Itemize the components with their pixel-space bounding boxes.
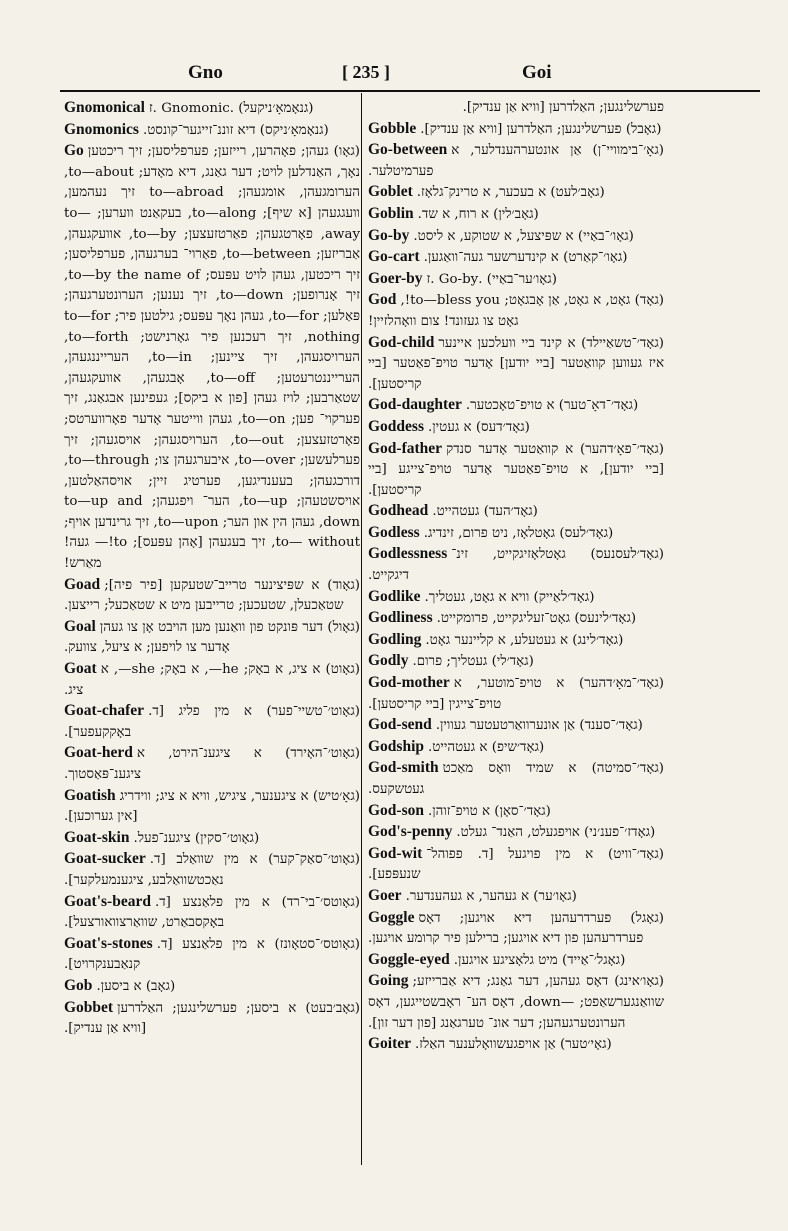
dictionary-entry [64, 849, 360, 891]
header-first-word: Gno [188, 62, 223, 83]
entry-definition: (גאָד׳־סענד) אַן אונערוואַרטעטער געווין. [435, 718, 643, 734]
entry-definition: (גאָד׳־סאָן) א טויפ־זוהן. [428, 803, 551, 819]
dictionary-entry [368, 737, 664, 759]
dictionary-entry [368, 204, 664, 226]
entry-definition: (גאָב׳לין) א רוח, א שד. [417, 206, 539, 222]
entry-definition: (גנאָמאָ׳ניקעל) .Gnomonic .ז [148, 101, 314, 116]
entry-definition: (גאָד׳־דאָ־טער) א טויפ־טאָכטער. [465, 398, 639, 414]
header-rule [60, 90, 760, 92]
dictionary-entry [368, 98, 664, 119]
entry-definition: (גאָו׳־קאַרט) א קינדערשער געה־וואַגען. [423, 250, 628, 266]
dictionary-entry [64, 786, 360, 828]
dictionary-entry [368, 844, 664, 886]
entry-definition: (גאָד׳־מאָ׳דהער) א טויפ־מוטער, א טויפ־צייגין [ביי קריסטען]. [368, 676, 664, 712]
entry-definition: (גאָוט׳־סקין) ציגענ־פעל. [133, 830, 260, 846]
entry-headword: God's-penny [368, 823, 453, 841]
entry-headword: Go-between [368, 141, 448, 159]
dictionary-entry [64, 575, 360, 617]
entry-headword: Goal [64, 617, 96, 635]
entry-headword: Goat [64, 660, 97, 678]
dictionary-entry [368, 630, 664, 652]
entry-headword: Gob [64, 976, 93, 994]
entry-definition: (גאָוטס׳־בי־רד) א מין פלאַנצע [ד. באָקסבאַרט, שוואַרצוואורצעל]. [64, 894, 360, 931]
entry-definition: (גאָד׳העד) געטהייט. [432, 504, 538, 520]
dictionary-entry [64, 98, 360, 120]
entry-headword: God-wit [368, 844, 423, 862]
entry-definition: (גאָב׳בעט) א ביסען; פערשלינגען; האַלדרען [וויא אַן ענדיק]. [64, 1000, 360, 1037]
dictionary-entry [368, 140, 664, 182]
dictionary-entry [368, 587, 664, 609]
entry-definition: (גאָד) גאָט, א גאָט, אַן אָבגאָט; to—bless you!, גאָט צו געזונד! צום וואָהלזיין! [368, 293, 664, 329]
dictionary-entry [64, 828, 360, 850]
entry-headword: Goblet [368, 183, 413, 201]
column-divider [361, 93, 362, 1165]
dictionary-entry [368, 886, 664, 908]
entry-headword: Godly [368, 652, 409, 670]
entry-headword: Godliness [368, 609, 433, 627]
entry-definition: (גאָב׳לעט) א בעכער, א טרינק־גלאָז. [416, 185, 605, 201]
entry-definition: (גאָו׳ער) א געהער, א געהענדער. [405, 888, 577, 904]
entry-definition: (גאָד׳לאַייק) וויא א גאָט, געטליך. [424, 589, 595, 605]
entry-headword: Goddess [368, 417, 424, 435]
dictionary-entry [368, 971, 664, 1034]
dictionary-entry [64, 998, 360, 1040]
dictionary-entry [368, 119, 664, 141]
entry-definition: פערשלינגען; האַלדרען [וויא אַן ענדיק]. [462, 100, 664, 115]
entry-headword: Goat-chafer [64, 702, 145, 720]
entry-headword: Go-by [368, 226, 410, 244]
entry-definition: (גאָדז׳־פענ׳ני) אויפגעלט, האַנד־ געלט. [456, 825, 656, 841]
dictionary-entry [368, 247, 664, 269]
entry-definition: (גאָוט׳־טשיי־פער) א מין פליג [ד. באָקקעפער]. [64, 704, 360, 740]
right-column [368, 98, 664, 1168]
left-column [64, 98, 360, 1168]
entry-definition: (גאָד׳־וויט) א מין פויגעל [ד. פפוהל־ שנעפּפע]. [368, 846, 664, 883]
dictionary-entry [368, 182, 664, 204]
entry-definition: (גאָבל) פערשלינגען; האַלדרען [וויא אַן ענדיק]. [420, 121, 662, 137]
page-header [60, 62, 760, 88]
entry-headword: Goat-herd [64, 744, 133, 762]
dictionary-entry [368, 673, 664, 715]
entry-headword: Godlessness [368, 545, 448, 563]
dictionary-entry [368, 501, 664, 523]
entry-definition: (גאָול) דער פּונקט פון וואַנען מען הויבט אָן צו געהן אָדער צו לויפען; א ציעל, צוועק. [64, 619, 360, 656]
page-number: [ 235 ] [342, 62, 390, 82]
entry-definition: (גאָו׳־באַיי) א שפּיצעל, א שטוקע, א ליסט. [413, 228, 634, 244]
entry-headword: Goer-by [368, 269, 423, 287]
entry-definition: (גאָד׳לינעס) גאָט־זעליגקייט, פרומקייט. [436, 611, 637, 627]
entry-definition: (גאָ׳טיש) א ציגענער, ציגיש, וויא א ציג; ווידריג [אין גערוכען]. [64, 788, 360, 825]
entry-headword: Goat-skin [64, 828, 130, 846]
entry-definition: (גאָד׳־טשאַיילד) א קינד ביי וועלכען איינער איז געווען קוואַטער [ביי יודען] אָדער טויפ־פאַטער [ביי קריסטען]. [368, 335, 664, 392]
entry-definition: (גאָד׳לעסנעס) גאָטלאָזיגקייט, זינ־ דיגקייט. [368, 547, 664, 584]
entry-headword: Gobbet [64, 998, 114, 1016]
entry-headword: Goblin [368, 204, 414, 222]
entry-definition: (גנאָמאָ׳ניקס) דיא זוננ־זייגער־קונסט. [142, 122, 329, 138]
entry-definition: (גאָד׳לינג) א געטעלע, א קליינער גאָט. [425, 632, 624, 648]
header-last-word: Goi [522, 62, 552, 83]
entry-headword: God-send [368, 716, 432, 734]
entry-definition: (גאָוד) א שפּיצינער טרייב־שטעקען [פיר פיה]; שטאַכעלן, שטעכען; טרייבען מיט א שטאַכעל; רייצען. [64, 577, 360, 614]
entry-headword: Go [64, 142, 84, 160]
entry-headword: Goggle [368, 908, 415, 926]
dictionary-entry [64, 701, 360, 743]
dictionary-entry [368, 523, 664, 545]
dictionary-entry [368, 801, 664, 823]
dictionary-entry [64, 743, 360, 785]
entry-definition: (גאָגל׳־אַייד) מיט גלאָציגע אויגען. [453, 952, 626, 968]
entry-definition: (גאָו׳ער־באַיי) .Go-by .ז [426, 271, 557, 287]
dictionary-entry [368, 1034, 664, 1056]
entry-headword: Goggle-eyed [368, 950, 450, 968]
dictionary-entry [368, 226, 664, 248]
entry-headword: Gnomonical [64, 99, 145, 116]
entry-definition: (גאָי׳טער) אַן אויפגעשוואָלענער האַלז. [415, 1037, 612, 1053]
dictionary-entry [64, 934, 360, 976]
entry-headword: God-smith [368, 759, 439, 777]
entry-headword: Goat-sucker [64, 850, 146, 868]
entry-definition: (גאָד׳־סמיטה) א שמיד וואָס מאַכט געטשקעס. [368, 761, 664, 797]
dictionary-entry [368, 439, 664, 502]
dictionary-entry [368, 333, 664, 396]
entry-definition: (גאָוט) א ציג, א באָק; he—, א באָק; she—, א ציג. [64, 662, 360, 698]
dictionary-entry [64, 617, 360, 659]
dictionary-entry [368, 715, 664, 737]
entry-headword: God-son [368, 801, 424, 819]
entry-definition: (גאָוטס׳־סטאָונז) א מין פלאַנצע [ד. קנאַבענקרויט]. [64, 936, 360, 973]
entry-headword: Go-cart [368, 248, 420, 266]
entry-definition: (גאָד׳לי) געטליך; פרום. [412, 654, 534, 670]
dictionary-entry [64, 141, 360, 574]
entry-definition: (גאָד׳דעס) א געטין. [428, 419, 530, 435]
entry-headword: God-child [368, 333, 435, 351]
entry-headword: Goer [368, 886, 402, 904]
entry-definition: (גאָד׳־פאָ׳דהער) א קוואַטער אָדער סנדק [ביי יודען], א טויפ־פאַטער אָדער טויפ־צייגע [ביי קריסטען]. [368, 441, 664, 498]
dictionary-entry [64, 976, 360, 998]
entry-definition: (גאָב) א ביסען. [96, 978, 176, 994]
entry-definition: (גאָד׳לעס) גאָטלאָז, ניט פרום, זינדיג. [423, 525, 614, 541]
entry-headword: Godling [368, 630, 422, 648]
entry-headword: God-mother [368, 674, 450, 692]
entry-headword: God [368, 291, 397, 309]
dictionary-entry [368, 269, 664, 291]
dictionary-entry [368, 651, 664, 673]
dictionary-entry [64, 120, 360, 142]
entry-headword: Godhead [368, 502, 429, 520]
entry-headword: Godless [368, 523, 420, 541]
entry-headword: Goad [64, 575, 101, 593]
entry-definition: (גאָוט׳־האָירד) א ציגענ־הירט, א ציגענ־פּאַסטוך. [64, 746, 360, 782]
entry-definition: (גאָ׳־בימוויי־ן) אַן אונטערהענדלער, א פערמיטלער. [368, 143, 664, 179]
dictionary-entry [368, 544, 664, 586]
entry-definition: (גאָגל) פערדרעהען דיא אויגען; דאָס פערדרעהען פון דיא אויגען; ברילען פיר קרומע אויגען. [368, 910, 664, 947]
entry-headword: God-daughter [368, 396, 462, 414]
entry-headword: Goat's-stones [64, 934, 153, 952]
entry-headword: God-father [368, 439, 443, 457]
entry-headword: Goiter [368, 1035, 412, 1053]
dictionary-entry [368, 950, 664, 972]
dictionary-entry [64, 659, 360, 701]
dictionary-entry [64, 892, 360, 934]
entry-headword: Gobble [368, 119, 417, 137]
entry-definition: (גאָו׳אינג) דאָס געהען, דער גאַנג; דיא אַברייזע; שוואַנגערשאַפט; —down, דאָס הע־ ראָבשטייגען, דאָס הערונטערגעהען; דער אונ־ טערגאַנג [פון דער זון]. [368, 974, 664, 1031]
dictionary-entry [368, 395, 664, 417]
entry-headword: Gnomonics [64, 120, 139, 138]
entry-headword: Godlike [368, 587, 421, 605]
dictionary-entry [368, 608, 664, 630]
dictionary-entry [368, 908, 664, 950]
dictionary-entry [368, 290, 664, 332]
entry-definition: (גאָד׳שיפ) א געטהייט. [428, 739, 545, 755]
entry-headword: Goatish [64, 786, 116, 804]
entry-headword: Goat's-beard [64, 892, 151, 910]
entry-headword: Going [368, 972, 409, 990]
dictionary-entry [368, 822, 664, 844]
entry-definition: (גאָו) געהן; פאָהרען, רייזען; פערפליסען; זיך ריכטען נאָך, האַנדלען לויט; דער גאַנג, דיא מאָדע; to—about, הערומגעהן, אומגעהן; to—abroad זיך נעהמען, וועגגעהן [א שיף]; to—along, בעקאַנט ווערען; to—away, פאָרטגעהן; פאַרטזעצען; to—by, אוועקגעהן, אַבריזען; to—between, פאַרוי־ בערגעהן, פערפליסען; זיך ריכטען, געהן לויט עפּעס; to—by the name of, זיך אָנרופען; to—down, זיך נענען; הערונטערגעהן; פּאַלען; to—for, געהן נאָך עפּעס; גילטען פיר; to—for nothing, זיך רעכנען פיר גאָרנישט; to—forth, הערויסגעהן, זיך ציינען; to—in, הערייננגעהן, הערייננטרעטען; to—off, אָבגעהן, אוועקגעהן, שטאַרבען; לויז געהן [פון א ביקס]; געפינען אבגאַנג, זיך פערקוי־ פען; to—on, געהן ווייטער אָדער פאָרווערטס; פאָרטזעצען; to—out, הערויסגעהן; אויסגעהן; זיך פערלעשען; to—over, איבערגעהן צו; to—through, דורכגעהן; בעענדיגען, פערטיג זיין; אויסהאַלטען, אויסשטעהן; to—up, הער־ ויפגעהן; to—up and down, געהן הין און הער; to—upon, זיך גרינדען אויף; to— without, זיך בעגעהן [אָהן עפּעס]; to!— געה! מאַרש! [64, 144, 360, 572]
entry-headword: Godship [368, 737, 425, 755]
dictionary-entry [368, 758, 664, 800]
dictionary-entry [368, 417, 664, 439]
entry-definition: (גאָוט׳־סאַק־קער) א מין שוואַלב [ד. נאַכטשוואַלבע, ציגענמעלקער]. [64, 852, 360, 888]
